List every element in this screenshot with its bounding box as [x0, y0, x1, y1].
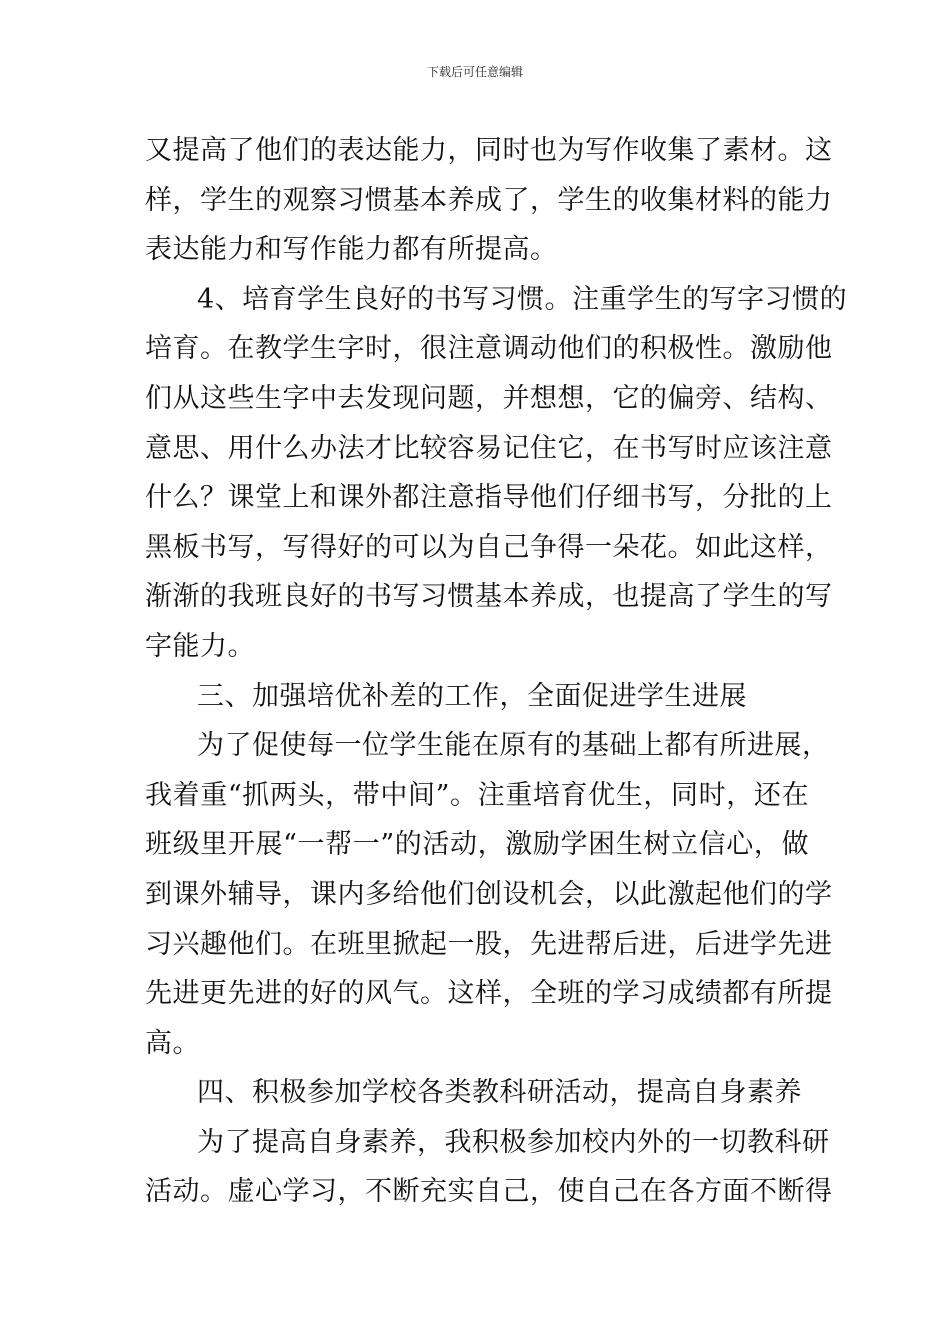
text-line: 什么？课堂上和课外都注意指导他们仔细书写，分批的上 — [145, 482, 833, 514]
text-line: 班级里开展“一帮一”的活动，激励学困生树立信心，做 — [145, 829, 809, 861]
text-line: 表达能力和写作能力都有所提高。 — [145, 234, 558, 266]
header-note: 下载后可任意编辑 — [426, 65, 523, 79]
text-line: 渐渐的我班良好的书写习惯基本养成，也提高了学生的写 — [145, 581, 833, 613]
text-line: 高。 — [145, 1027, 200, 1059]
text-line: 为了提高自身素养，我积极参加校内外的一切教科研 — [197, 1126, 830, 1158]
document-body — [145, 126, 848, 1217]
text-line: 字能力。 — [145, 630, 255, 662]
text-line: 们从这些生字中去发现问题，并想想，它的偏旁、结构、 — [145, 382, 833, 414]
text-line: 我着重“抓两头，带中间”。注重培育优生，同时，还在 — [145, 779, 809, 811]
text-line: 习兴趣他们。在班里掀起一股，先进帮后进，后进学先进 — [145, 928, 833, 960]
text-line: 为了促使每一位学生能在原有的基础上都有所进展， — [197, 730, 830, 762]
text-line: 到课外辅导，课内多给他们创设机会，以此激起他们的学 — [145, 878, 833, 910]
section-heading: 四、积极参加学校各类教科研活动，提高自身素养 — [197, 1077, 802, 1109]
text-line: 培育。在教学生字时，很注意调动他们的积极性。激励他 — [145, 333, 833, 365]
text-line: 4、培育学生良好的书写习惯。注重学生的写字习惯的 — [197, 283, 848, 315]
section-heading: 三、加强培优补差的工作，全面促进学生进展 — [197, 680, 747, 712]
text-line: 先进更先进的好的风气。这样，全班的学习成绩都有所提 — [145, 978, 833, 1010]
text-line: 活动。虚心学习，不断充实自己，使自己在各方面不断得 — [145, 1176, 833, 1208]
text-line: 意思、用什么办法才比较容易记住它，在书写时应该注意 — [145, 432, 833, 464]
text-line: 样，学生的观察习惯基本养成了，学生的收集材料的能力 — [145, 184, 833, 216]
text-line: 黑板书写，写得好的可以为自己争得一朵花。如此这样， — [145, 531, 833, 563]
text-line: 又提高了他们的表达能力，同时也为写作收集了素材。这 — [145, 135, 833, 166]
